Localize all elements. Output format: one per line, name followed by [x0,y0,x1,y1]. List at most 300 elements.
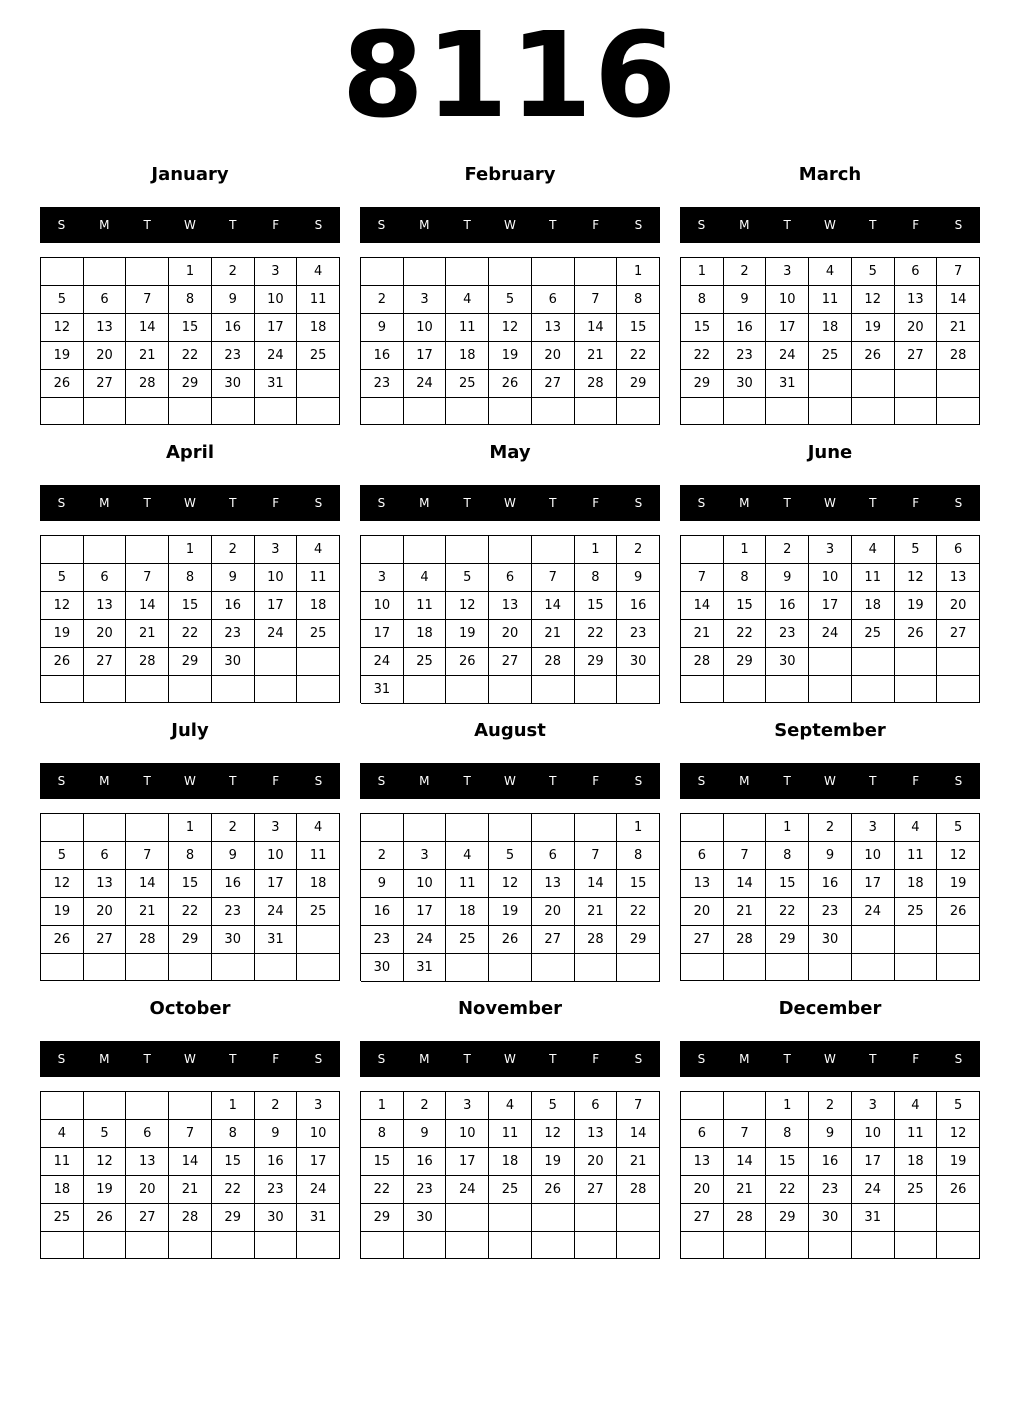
day-cell: 14 [575,314,618,342]
day-cell: 26 [489,370,532,398]
day-cell: 19 [41,342,84,370]
day-cell: 2 [212,814,255,842]
day-cell: 26 [532,1176,575,1204]
day-cell: 24 [404,370,447,398]
day-cell: 21 [126,620,169,648]
day-cell: 13 [895,286,938,314]
day-cell: 17 [852,1148,895,1176]
weekday-header [40,207,340,243]
day-cell: 24 [809,620,852,648]
day-cell: 3 [404,842,447,870]
day-cell: 12 [532,1120,575,1148]
day-cell: 27 [84,926,127,954]
day-cell: 6 [84,564,127,592]
day-cell: 7 [724,842,767,870]
day-cell: 8 [617,842,660,870]
day-cell: 17 [404,342,447,370]
day-cell: 2 [724,258,767,286]
day-cell: 1 [766,814,809,842]
day-cell: 30 [809,926,852,954]
day-cell: 23 [766,620,809,648]
weekday-label: F [912,1052,920,1066]
day-cell: 13 [84,870,127,898]
weekday-label: T [463,774,471,788]
day-cell: 2 [212,536,255,564]
weekday-label: M [99,218,110,232]
day-cell [724,954,767,981]
day-cell [297,676,340,703]
weekday-label: T [783,218,791,232]
day-cell [681,814,724,842]
day-cell: 19 [489,898,532,926]
day-cell: 5 [41,286,84,314]
day-cell [84,814,127,842]
day-cell [41,398,84,425]
day-cell [681,398,724,425]
day-cell: 21 [681,620,724,648]
day-cell [446,258,489,286]
weekday-label: S [954,1052,963,1066]
day-cell: 13 [575,1120,618,1148]
day-cell: 22 [766,1176,809,1204]
day-cell [41,536,84,564]
day-cell: 26 [41,648,84,676]
day-cell: 18 [41,1176,84,1204]
day-cell [126,1232,169,1259]
day-cell: 4 [895,814,938,842]
day-cell [937,1232,980,1259]
day-cell: 28 [126,648,169,676]
day-cell: 30 [361,954,404,982]
day-cell: 11 [895,842,938,870]
day-cell: 10 [255,842,298,870]
weekday-label: M [419,774,430,788]
day-cell: 16 [809,870,852,898]
day-cell: 16 [617,592,660,620]
day-cell: 19 [84,1176,127,1204]
day-cell: 16 [361,342,404,370]
weekday-label: S [57,774,66,788]
day-cell: 17 [809,592,852,620]
weekday-label: M [419,496,430,510]
day-cell [489,814,532,842]
day-cell: 19 [852,314,895,342]
day-cell: 8 [617,286,660,314]
day-cell: 19 [446,620,489,648]
day-cell: 7 [681,564,724,592]
day-cell: 30 [212,648,255,676]
day-cell: 1 [681,258,724,286]
weekday-label: T [869,1052,877,1066]
day-cell: 8 [681,286,724,314]
weekday-label: W [184,496,196,510]
day-cell: 23 [361,926,404,954]
day-cell: 30 [617,648,660,676]
day-cell [852,398,895,425]
day-cell [617,1204,660,1232]
day-cell [681,954,724,981]
day-cell: 21 [575,898,618,926]
day-cell: 10 [404,870,447,898]
day-cell [617,1232,660,1259]
day-cell [126,954,169,981]
day-cell [766,954,809,981]
day-cell [724,398,767,425]
day-cell [404,258,447,286]
day-cell [766,676,809,703]
weekday-label: S [314,1052,323,1066]
weekday-label: T [549,774,557,788]
day-cell: 15 [169,314,212,342]
day-cell: 20 [681,898,724,926]
day-cell: 15 [575,592,618,620]
day-cell: 27 [126,1204,169,1232]
day-cell: 14 [169,1148,212,1176]
day-cell: 6 [937,536,980,564]
day-cell: 2 [617,536,660,564]
weekday-label: T [869,496,877,510]
day-cell: 22 [681,342,724,370]
day-grid [680,535,980,703]
day-cell: 15 [724,592,767,620]
day-cell: 29 [724,648,767,676]
day-cell [724,814,767,842]
day-cell [766,1232,809,1259]
day-cell [404,1232,447,1259]
weekday-header [360,1041,660,1077]
day-cell: 14 [724,870,767,898]
day-cell: 17 [361,620,404,648]
day-cell [212,676,255,703]
day-cell: 12 [937,1120,980,1148]
day-cell: 15 [617,870,660,898]
day-cell: 9 [255,1120,298,1148]
day-cell [937,398,980,425]
day-cell [361,1232,404,1259]
day-cell: 18 [297,592,340,620]
day-cell: 12 [895,564,938,592]
day-cell [212,1232,255,1259]
weekday-label: M [419,218,430,232]
day-cell: 5 [937,1092,980,1120]
day-cell [766,398,809,425]
day-cell [575,1204,618,1232]
weekday-header [40,485,340,521]
day-cell [895,954,938,981]
day-cell [361,258,404,286]
day-cell: 23 [724,342,767,370]
day-cell: 11 [489,1120,532,1148]
day-cell: 10 [404,314,447,342]
weekday-label: T [549,1052,557,1066]
day-cell: 20 [532,898,575,926]
day-cell: 28 [575,370,618,398]
weekday-label: M [99,1052,110,1066]
day-cell: 19 [937,1148,980,1176]
day-cell: 6 [84,286,127,314]
weekday-header [680,763,980,799]
day-cell: 8 [724,564,767,592]
weekday-label: S [697,218,706,232]
day-cell: 27 [532,370,575,398]
weekday-label: S [377,1052,386,1066]
day-cell [489,398,532,425]
day-cell: 25 [895,898,938,926]
weekday-label: T [143,774,151,788]
weekday-label: M [419,1052,430,1066]
day-cell: 19 [895,592,938,620]
month-title: July [171,720,209,741]
weekday-label: T [229,1052,237,1066]
day-cell: 26 [41,370,84,398]
day-cell: 15 [617,314,660,342]
day-cell: 23 [361,370,404,398]
weekday-label: M [739,774,750,788]
day-cell: 19 [41,620,84,648]
day-cell: 30 [809,1204,852,1232]
day-cell [41,258,84,286]
day-cell: 17 [766,314,809,342]
day-cell [297,370,340,398]
day-cell: 10 [255,564,298,592]
day-cell [852,370,895,398]
day-cell: 18 [895,1148,938,1176]
day-cell: 10 [361,592,404,620]
day-cell: 25 [852,620,895,648]
day-cell [446,1204,489,1232]
day-cell [937,1204,980,1232]
day-cell [297,398,340,425]
day-cell: 13 [532,314,575,342]
day-cell: 1 [724,536,767,564]
day-cell: 27 [937,620,980,648]
day-cell: 6 [126,1120,169,1148]
day-cell: 5 [84,1120,127,1148]
day-cell: 18 [489,1148,532,1176]
day-cell: 10 [297,1120,340,1148]
day-cell: 3 [297,1092,340,1120]
day-cell: 26 [489,926,532,954]
weekday-label: T [229,774,237,788]
day-cell [404,814,447,842]
day-cell: 10 [446,1120,489,1148]
day-cell [532,954,575,982]
day-cell: 17 [404,898,447,926]
day-cell: 12 [446,592,489,620]
day-cell [255,648,298,676]
day-cell: 26 [937,898,980,926]
day-cell: 29 [575,648,618,676]
day-cell: 14 [532,592,575,620]
day-cell: 20 [895,314,938,342]
day-cell [489,1204,532,1232]
day-cell: 22 [361,1176,404,1204]
day-cell: 22 [617,342,660,370]
day-cell: 15 [212,1148,255,1176]
day-cell [617,398,660,425]
day-cell: 4 [852,536,895,564]
day-cell: 16 [809,1148,852,1176]
weekday-label: M [99,496,110,510]
day-cell: 23 [617,620,660,648]
weekday-label: F [912,218,920,232]
day-cell: 29 [169,370,212,398]
day-cell [126,676,169,703]
day-cell [41,1232,84,1259]
weekday-label: S [57,218,66,232]
day-cell [446,954,489,982]
day-cell: 28 [532,648,575,676]
day-cell: 17 [255,592,298,620]
weekday-label: W [504,774,516,788]
day-cell: 11 [852,564,895,592]
day-cell [937,926,980,954]
day-cell: 1 [169,814,212,842]
day-cell: 5 [489,286,532,314]
weekday-label: T [143,1052,151,1066]
day-cell [681,1232,724,1259]
weekday-label: T [783,1052,791,1066]
day-cell: 9 [361,314,404,342]
weekday-label: S [954,496,963,510]
day-cell [617,954,660,982]
day-cell: 20 [681,1176,724,1204]
day-cell [41,1092,84,1120]
day-cell [489,954,532,982]
day-cell: 14 [937,286,980,314]
day-cell [84,1092,127,1120]
day-cell [41,676,84,703]
day-cell: 20 [84,620,127,648]
weekday-label: T [869,774,877,788]
day-cell: 25 [895,1176,938,1204]
day-cell: 7 [532,564,575,592]
day-cell: 1 [169,258,212,286]
weekday-label: S [314,496,323,510]
weekday-label: M [739,496,750,510]
month-title: November [457,998,563,1019]
day-cell: 19 [937,870,980,898]
day-cell: 16 [212,870,255,898]
day-cell: 23 [404,1176,447,1204]
day-cell: 15 [169,592,212,620]
day-cell [446,398,489,425]
day-cell: 2 [766,536,809,564]
day-cell: 3 [809,536,852,564]
day-cell [681,676,724,703]
weekday-header [40,763,340,799]
day-cell: 2 [809,1092,852,1120]
day-cell: 4 [489,1092,532,1120]
weekday-label: M [739,1052,750,1066]
weekday-label: M [99,774,110,788]
day-cell: 13 [937,564,980,592]
weekday-label: W [504,496,516,510]
day-cell: 31 [766,370,809,398]
day-cell [937,648,980,676]
day-cell: 29 [212,1204,255,1232]
day-cell: 28 [937,342,980,370]
day-cell: 27 [84,370,127,398]
day-cell [681,1092,724,1120]
day-cell: 30 [766,648,809,676]
day-cell: 8 [169,564,212,592]
day-grid [40,257,340,425]
day-cell: 7 [126,564,169,592]
weekday-label: S [954,774,963,788]
day-cell [575,814,618,842]
day-cell: 14 [575,870,618,898]
day-cell: 8 [361,1120,404,1148]
weekday-label: S [634,218,643,232]
day-cell: 12 [489,870,532,898]
day-cell: 26 [84,1204,127,1232]
day-cell: 13 [126,1148,169,1176]
day-cell: 9 [809,1120,852,1148]
day-cell [255,676,298,703]
day-cell [575,676,618,704]
weekday-label: S [634,774,643,788]
day-cell: 13 [681,1148,724,1176]
day-cell: 7 [724,1120,767,1148]
day-cell [852,1232,895,1259]
day-cell [895,648,938,676]
day-cell [895,926,938,954]
weekday-label: T [463,496,471,510]
weekday-label: S [57,1052,66,1066]
weekday-label: S [377,218,386,232]
day-cell [126,1092,169,1120]
day-cell: 21 [724,898,767,926]
day-cell [255,954,298,981]
day-cell [852,676,895,703]
day-cell [809,676,852,703]
day-cell: 4 [446,286,489,314]
day-cell: 5 [446,564,489,592]
day-cell: 3 [852,814,895,842]
day-cell [532,398,575,425]
day-cell [895,398,938,425]
month-title: December [778,998,882,1019]
day-cell: 29 [766,926,809,954]
day-cell [489,258,532,286]
month-title: May [489,442,531,463]
month-title: August [474,720,546,741]
weekday-label: T [783,774,791,788]
day-cell [852,926,895,954]
day-cell: 7 [575,286,618,314]
day-cell: 25 [489,1176,532,1204]
day-cell [84,536,127,564]
day-cell: 8 [169,842,212,870]
day-cell: 22 [212,1176,255,1204]
day-cell: 1 [361,1092,404,1120]
day-cell: 21 [724,1176,767,1204]
day-cell: 21 [617,1148,660,1176]
day-cell [169,398,212,425]
day-cell: 25 [297,620,340,648]
day-cell: 1 [575,536,618,564]
day-cell: 12 [41,314,84,342]
day-cell: 19 [489,342,532,370]
day-cell: 12 [84,1148,127,1176]
weekday-label: S [377,774,386,788]
day-cell: 7 [575,842,618,870]
day-cell [724,1092,767,1120]
day-cell: 16 [212,592,255,620]
day-cell: 7 [126,842,169,870]
day-cell: 5 [937,814,980,842]
